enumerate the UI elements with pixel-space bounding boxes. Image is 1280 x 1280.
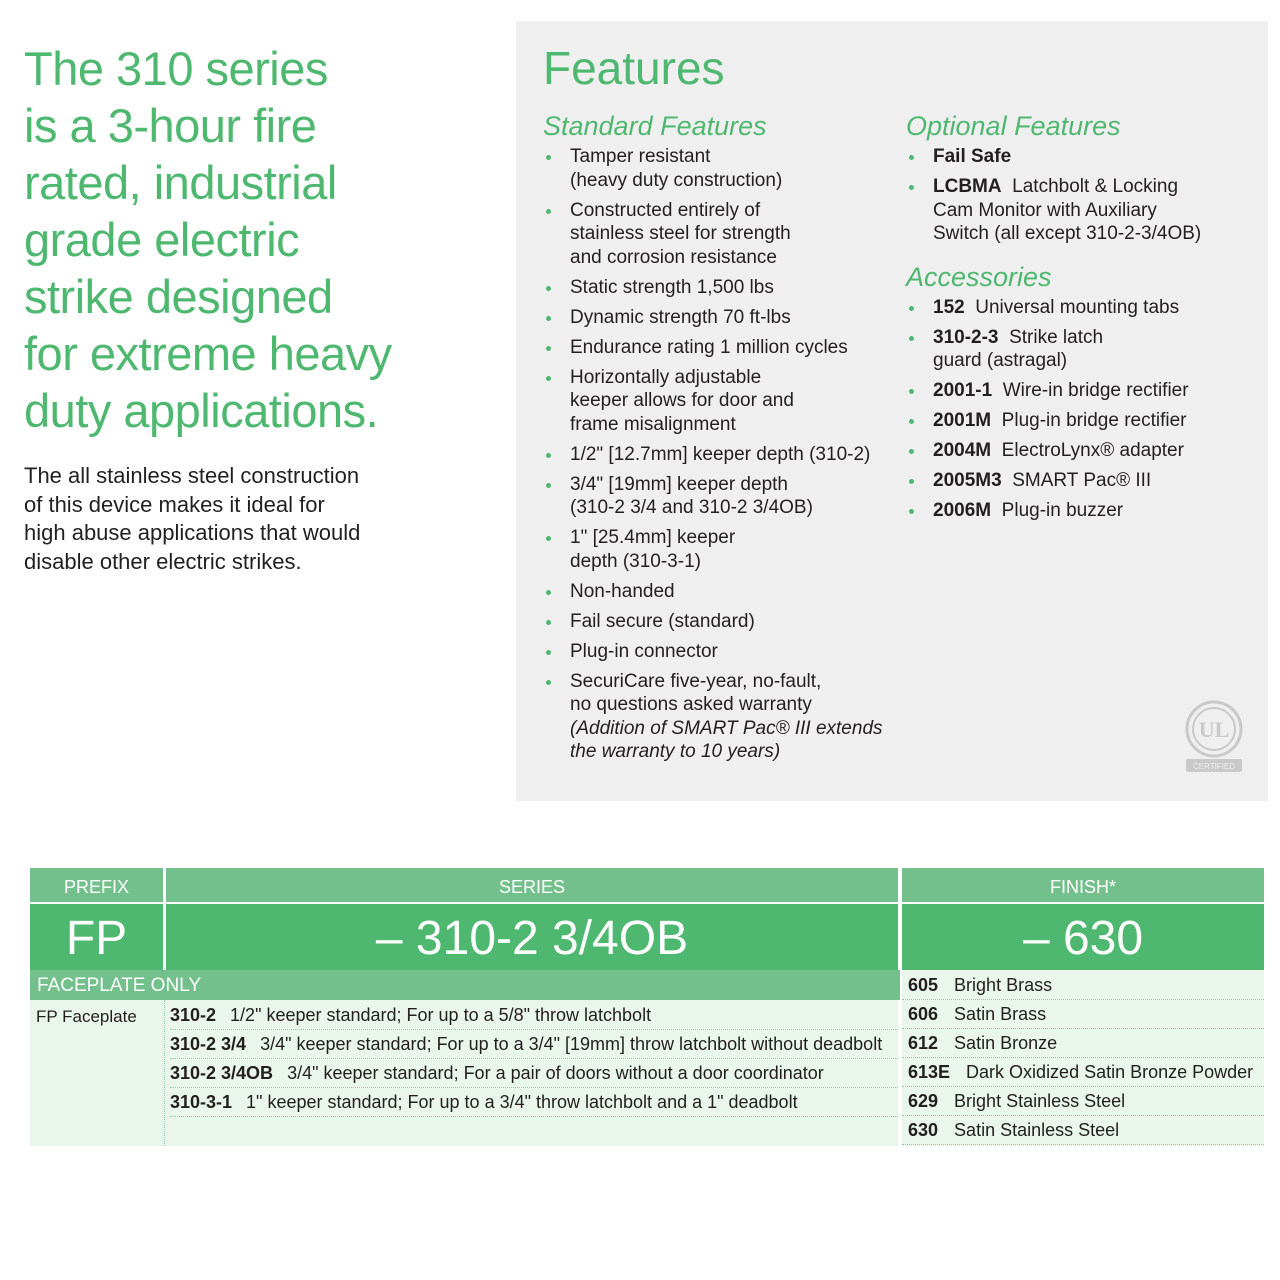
features-panel [516,21,1268,801]
series-desc: 1/2" keeper standard; For up to a 5/8" throw latchbolt [230,1005,652,1025]
headline-line: for extreme heavy [24,327,392,380]
standard-features-column [543,109,888,770]
finish-desc: Satin Stainless Steel [954,1120,1120,1140]
feature-line: depth (310-3-1) [570,550,701,572]
finish-option-row [902,1087,1264,1116]
feature-line: Tamper resistant [570,146,711,167]
feature-line: 1" [25.4mm] keeper [570,527,736,548]
item-desc: ElectroLynx® adapter [1001,440,1184,461]
series-desc: 3/4" keeper standard; For a pair of doors without a door coordinator [287,1063,824,1083]
series-code: 310-2 [170,1005,217,1025]
item-desc: Plug-in buzzer [1001,500,1124,521]
headline-line: grade electric [24,213,300,266]
finish-desc: Satin Brass [954,1004,1047,1024]
standard-feature-item [543,640,888,664]
prefix-value: FP [30,904,163,970]
standard-features-heading: Standard Features [543,111,767,141]
headline-line: is a 3-hour fire [24,99,317,152]
optional-features-column [906,109,1256,529]
item-desc: SMART Pac® III [1012,470,1152,491]
standard-feature-item [543,580,888,604]
series-option-row [170,1030,898,1059]
ul-caption: CERTIFIED [1192,762,1236,771]
optional-feature-item [906,145,1256,169]
series-code: 310-2 3/4OB [170,1063,274,1083]
item-desc: Plug-in bridge rectifier [1001,410,1187,431]
series-option-row [170,1088,898,1117]
item-code: 2001M [933,410,992,431]
faceplate-only-bar: FACEPLATE ONLY [30,970,900,1000]
series-header: SERIES [166,868,898,902]
series-desc: 1" keeper standard; For up to a 3/4" throw latchbolt and a 1" deadbolt [246,1092,798,1112]
feature-line: Plug-in connector [570,640,718,662]
intro-line: of this device makes it ideal for [24,491,325,517]
intro-line: The all stainless steel construction [24,463,360,488]
finish-value: – 630 [902,904,1264,970]
features-title: Features [543,42,725,94]
optional-features-heading: Optional Features [906,111,1121,141]
feature-line: and corrosion resistance [570,246,777,268]
finish-code: 612 [908,1033,939,1053]
item-first-line [933,409,1256,433]
finish-header: FINISH* [902,868,1264,902]
headline-line: duty applications. [24,384,379,437]
feature-line: Dynamic strength 70 ft-lbs [570,306,791,328]
headline-line: rated, industrial [24,156,337,209]
feature-line: no questions asked warranty [570,694,812,715]
item-code: 2006M [933,500,992,521]
item-line: Switch (all except 310-2-3/4OB) [933,223,1202,244]
finish-code: 629 [908,1091,939,1111]
accessory-item [906,296,1256,320]
finish-option-row [902,971,1264,1000]
finish-option-row [902,1000,1264,1029]
standard-feature-item [543,610,888,634]
accessory-item [906,469,1256,493]
finish-code: 606 [908,1004,939,1024]
item-code: 2001-1 [933,380,993,401]
feature-note-line: the warranty to 10 years) [570,741,781,762]
series-option-row [170,1001,898,1030]
standard-feature-item [543,670,888,764]
accessories-heading: Accessories [906,261,1052,292]
item-code: 310-2-3 [933,326,999,348]
series-desc: 3/4" keeper standard; For up to a 3/4" [19mm] throw latchbolt without deadbolt [260,1034,883,1054]
finish-option-row [902,1029,1264,1058]
feature-line: stainless steel for strength [570,223,791,244]
feature-line: SecuriCare five-year, no-fault, [570,670,822,692]
feature-line: Fail secure (standard) [570,610,755,632]
series-value: – 310-2 3/4OB [166,904,898,970]
standard-feature-item [543,199,888,270]
accessory-item [906,499,1256,523]
feature-line: keeper allows for door and [570,390,794,411]
standard-feature-item [543,336,888,360]
series-code: 310-3-1 [170,1092,233,1112]
intro-line: high abuse applications that would [24,520,361,545]
prefix-header: PREFIX [30,868,163,902]
item-code: Fail Safe [933,146,1012,167]
accessory-item [906,439,1256,463]
item-code: 2005M3 [933,470,1002,491]
standard-feature-item [543,306,888,330]
item-first-line [933,439,1256,463]
intro-line: disable other electric strikes. [24,548,302,574]
headline-line: The 310 series [24,42,328,95]
item-first-line [933,469,1256,493]
item-desc: Strike latch [1009,326,1104,348]
finish-desc: Satin Bronze [954,1033,1058,1053]
feature-note-line: (Addition of SMART Pac® III extends [570,717,883,739]
finish-option-row [902,1058,1264,1087]
finish-code: 613E [908,1062,951,1082]
feature-line: 3/4" [19mm] keeper depth [570,473,788,495]
standard-feature-item [543,473,888,520]
feature-line: 1/2" [12.7mm] keeper depth (310-2) [570,443,871,465]
finish-code: 630 [908,1120,939,1140]
item-first-line [933,326,1256,350]
feature-line: Horizontally adjustable [570,366,762,388]
item-code: 2004M [933,440,992,461]
item-line: Cam Monitor with Auxiliary [933,199,1157,221]
item-first-line [933,379,1256,403]
feature-line: (310-2 3/4 and 310-2 3/4OB) [570,497,813,518]
optional-feature-item [906,175,1256,246]
accessory-item [906,379,1256,403]
ul-letters: UL [1198,717,1230,742]
item-desc: Universal mounting tabs [975,296,1180,318]
ul-certified-logo [1184,699,1244,773]
optional-features-list [906,145,1256,246]
column-divider [164,1000,165,1146]
intro-paragraph [24,462,494,576]
standard-features-list [543,145,888,764]
item-desc: Latchbolt & Locking [1012,176,1179,197]
item-first-line [933,499,1256,523]
item-first-line [933,175,1256,199]
feature-line: Non-handed [570,580,675,602]
finish-code: 605 [908,975,939,995]
finish-desc: Bright Brass [954,975,1053,995]
accessory-item [906,409,1256,433]
finish-desc: Bright Stainless Steel [954,1091,1126,1111]
accessories-list [906,296,1256,523]
standard-feature-item [543,443,888,467]
item-code: 152 [933,296,965,318]
feature-line: Static strength 1,500 lbs [570,276,774,298]
item-line: guard (astragal) [933,350,1068,371]
headline-line: strike designed [24,270,333,323]
item-desc: Wire-in bridge rectifier [1002,380,1189,401]
headline [24,40,504,439]
feature-line: Constructed entirely of [570,199,761,221]
finish-option-row [902,1116,1264,1145]
standard-feature-item [543,366,888,437]
ordering-table [30,868,1264,1146]
finish-desc: Dark Oxidized Satin Bronze Powder [966,1062,1254,1082]
feature-line: (heavy duty construction) [570,169,783,191]
standard-feature-item [543,526,888,573]
accessory-item [906,326,1256,373]
standard-feature-item [543,276,888,300]
item-first-line [933,145,1256,169]
faceplate-label: FP Faceplate [36,1007,137,1026]
item-first-line [933,296,1256,320]
standard-feature-item [543,145,888,192]
series-option-row [170,1059,898,1088]
feature-line: frame misalignment [570,413,736,435]
feature-line: Endurance rating 1 million cycles [570,336,848,358]
series-code: 310-2 3/4 [170,1034,247,1054]
item-code: LCBMA [933,176,1002,197]
